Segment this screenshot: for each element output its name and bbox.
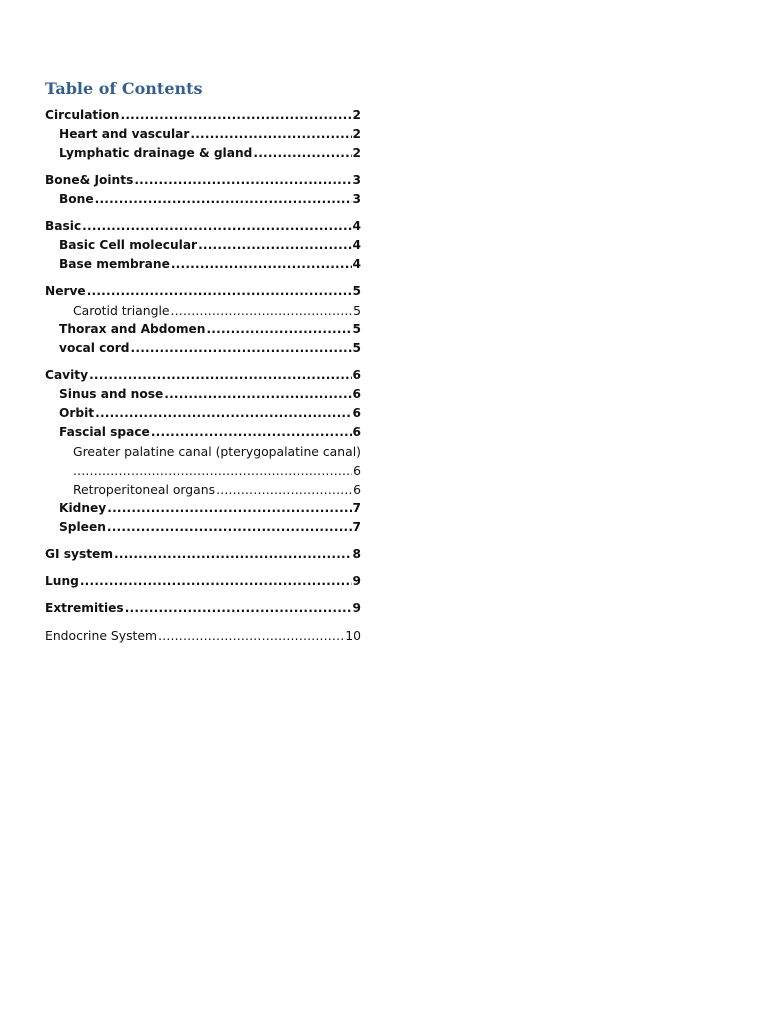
dot-leader xyxy=(107,499,351,518)
toc-entry-label: Kidney xyxy=(59,501,107,515)
toc-page-number: 9 xyxy=(352,601,361,615)
toc-entry-label: GI system xyxy=(45,547,114,561)
toc-page-number: 3 xyxy=(352,192,361,206)
toc-entry-extremities[interactable] xyxy=(45,599,361,618)
dot-leader xyxy=(80,572,352,591)
toc-entry-label: Greater palatine canal (pterygopalatine canal) xyxy=(73,444,361,459)
toc-entry-label: Fascial space xyxy=(59,425,150,439)
dot-leader xyxy=(95,190,352,209)
toc-page-number: 7 xyxy=(352,501,361,515)
dot-leader xyxy=(89,366,351,385)
dot-leader xyxy=(134,171,351,190)
dot-leader xyxy=(216,480,352,499)
dot-leader xyxy=(198,236,351,255)
toc-entry-label: Carotid triangle xyxy=(73,303,170,318)
toc-entry-endocrine-system[interactable] xyxy=(45,626,361,645)
toc-entry-vocal-cord[interactable] xyxy=(45,339,361,358)
toc-entry-retroperitoneal-organs[interactable] xyxy=(45,480,361,499)
toc-entry-label: Spleen xyxy=(59,520,106,534)
toc-entry-label: Lung xyxy=(45,574,79,588)
toc-entry-base-membrane[interactable] xyxy=(45,255,361,274)
toc-title: Table of Contents xyxy=(45,79,203,98)
toc-page-number: 6 xyxy=(353,482,361,497)
dot-leader xyxy=(171,301,353,320)
toc-entry-bone-joints[interactable] xyxy=(45,171,361,190)
toc-page-number: 2 xyxy=(352,146,361,160)
toc-entry-label: Sinus and nose xyxy=(59,387,164,401)
toc-entry-sinus-and-nose[interactable] xyxy=(45,385,361,404)
toc-entry-label: Endocrine System xyxy=(45,628,158,643)
toc-page-number: 3 xyxy=(352,173,361,187)
toc-entry-label: Basic xyxy=(45,219,82,233)
toc-entry-label: vocal cord xyxy=(59,341,130,355)
toc-entry-circulation[interactable] xyxy=(45,106,361,125)
toc-entry-label: Lymphatic drainage & gland xyxy=(59,146,253,160)
dot-leader xyxy=(158,626,344,645)
toc-page-number: 5 xyxy=(352,341,361,355)
toc-entry-spleen[interactable] xyxy=(45,518,361,537)
toc-entry-kidney[interactable] xyxy=(45,499,361,518)
dot-leader xyxy=(82,217,351,236)
toc-entry-label: Bone& Joints xyxy=(45,173,134,187)
toc-entry-label: Thorax and Abdomen xyxy=(59,322,206,336)
toc-page-number: 7 xyxy=(352,520,361,534)
dot-leader xyxy=(107,518,352,537)
toc-page-number: 6 xyxy=(352,425,361,439)
dot-leader xyxy=(114,545,351,564)
toc-page-number: 5 xyxy=(353,303,361,318)
toc-page-number: 2 xyxy=(352,108,361,122)
dot-leader xyxy=(121,106,352,125)
toc-entry-orbit[interactable] xyxy=(45,404,361,423)
toc-entry-leader-line xyxy=(45,461,361,480)
dot-leader xyxy=(171,255,352,274)
dot-leader xyxy=(87,282,352,301)
toc-entry-label: Circulation xyxy=(45,108,120,122)
toc-page-number: 4 xyxy=(352,219,361,233)
toc-entry-gi-system[interactable] xyxy=(45,545,361,564)
toc-entry-label: Nerve xyxy=(45,284,86,298)
toc-entry-label: Retroperitoneal organs xyxy=(73,482,216,497)
toc-entry-basic-cell-molecular[interactable] xyxy=(45,236,361,255)
toc-entry-label: Basic Cell molecular xyxy=(59,238,198,252)
toc-entry-fascial-space[interactable] xyxy=(45,423,361,442)
toc-page-number: 10 xyxy=(345,628,361,643)
toc-page-number: 5 xyxy=(352,322,361,336)
toc-entry-label: Bone xyxy=(59,192,94,206)
dot-leader xyxy=(151,423,352,442)
toc-entry-lung[interactable] xyxy=(45,572,361,591)
dot-leader xyxy=(164,385,351,404)
dot-leader xyxy=(131,339,352,358)
toc-page-number: 8 xyxy=(352,547,361,561)
toc-entry-label: Base membrane xyxy=(59,257,170,271)
dot-leader xyxy=(253,144,351,163)
toc-page-number: 6 xyxy=(353,463,361,478)
dot-leader xyxy=(95,404,351,423)
toc-page-number: 4 xyxy=(352,257,361,271)
toc-entry-thorax-abdomen[interactable] xyxy=(45,320,361,339)
dot-leader xyxy=(125,599,352,618)
toc-entry-carotid-triangle[interactable] xyxy=(45,301,361,320)
toc-page-number: 6 xyxy=(352,387,361,401)
toc-entry-basic[interactable] xyxy=(45,217,361,236)
toc-entry-nerve[interactable] xyxy=(45,282,361,301)
dot-leader xyxy=(190,125,351,144)
toc-entry-heart-and-vascular[interactable] xyxy=(45,125,361,144)
toc-entry-label: Heart and vascular xyxy=(59,127,190,141)
toc-list xyxy=(45,106,361,645)
toc-entry-greater-palatine-canal[interactable] xyxy=(45,442,361,480)
toc-page-number: 6 xyxy=(352,368,361,382)
toc-entry-label: Cavity xyxy=(45,368,89,382)
toc-entry-cavity[interactable] xyxy=(45,366,361,385)
toc-entry-label: Orbit xyxy=(59,406,95,420)
toc-page-number: 4 xyxy=(352,238,361,252)
toc-page-number: 5 xyxy=(352,284,361,298)
toc-page-number: 9 xyxy=(352,574,361,588)
toc-entry-lymphatic-drainage[interactable] xyxy=(45,144,361,163)
toc-page-number: 2 xyxy=(352,127,361,141)
toc-entry-bone[interactable] xyxy=(45,190,361,209)
toc-page-number: 6 xyxy=(352,406,361,420)
dot-leader xyxy=(206,320,351,339)
table-of-contents xyxy=(45,78,361,645)
toc-entry-label: Extremities xyxy=(45,601,124,615)
dot-leader xyxy=(73,461,352,480)
